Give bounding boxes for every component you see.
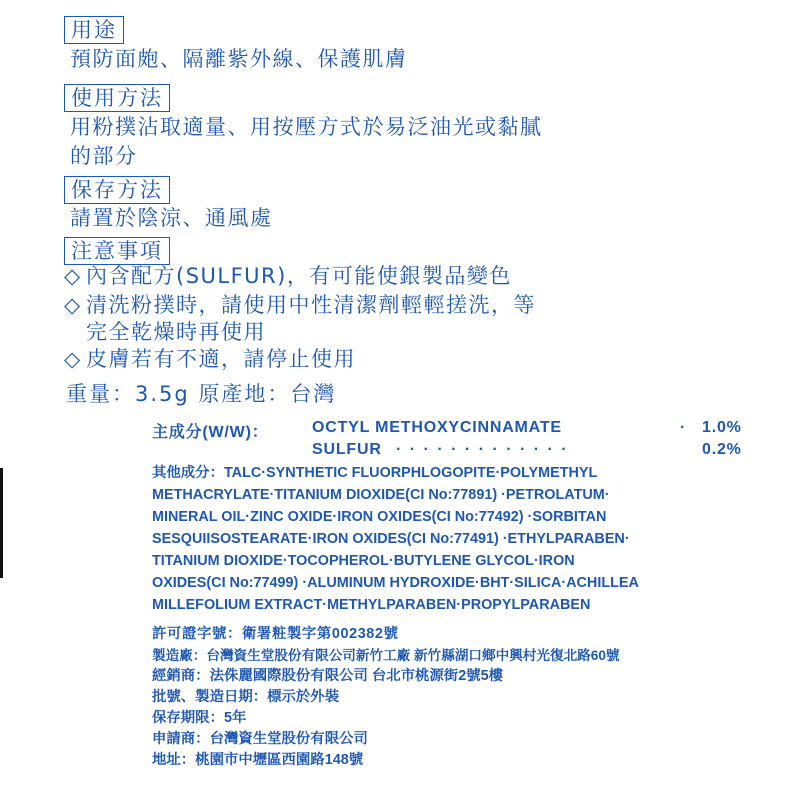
other-ingredients-line: SESQUIISOSTEARATE·IRON OXIDES(CI No:77491) ·ETHYLPARABEN· xyxy=(152,531,630,547)
method-text-line1: 用粉撲沾取適量、用按壓方式於易泛油光或黏膩 xyxy=(70,115,543,139)
diamond-bullet-icon: ◇ xyxy=(64,264,82,288)
main-ingredient-dots: · · · · · · · · · · · · · xyxy=(396,441,569,458)
method-heading: 使用方法 xyxy=(64,84,170,112)
distributor: 經銷商：法侏麗國際股份有限公司 台北市桃源街2號5樓 xyxy=(152,668,503,684)
other-ingredients-line: MINERAL OIL·ZINC OXIDE·IRON OXIDES(CI No:77492) ·SORBITAN xyxy=(152,509,607,525)
license-number: 許可證字號：衛署粧製字第002382號 xyxy=(152,626,399,642)
caution-text-continued: 完全乾燥時再使用 xyxy=(86,320,266,344)
manufacturer: 製造廠：台灣資生堂股份有限公司新竹工廠 新竹縣湖口鄉中興村光復北路60號 xyxy=(152,648,620,663)
cautions-heading: 注意事項 xyxy=(64,237,170,265)
main-ingredients-label: 主成分(W/W)： xyxy=(152,424,269,441)
main-ingredient-dots: · xyxy=(680,419,687,436)
main-ingredient-value: 1.0% xyxy=(702,419,742,436)
storage-heading: 保存方法 xyxy=(64,176,170,204)
other-ingredients-line: 其他成分：TALC·SYNTHETIC FLUORPHLOGOPITE·POLYMETHYL xyxy=(152,465,598,481)
other-ingredients-line: OXIDES(CI No:77499) ·ALUMINUM HYDROXIDE·BHT·SILICA·ACHILLEA xyxy=(152,575,639,591)
other-ingredients-line: TITANIUM DIOXIDE·TOCOPHEROL·BUTYLENE GLYCOL·IRON xyxy=(152,553,575,569)
applicant: 申請商：台灣資生堂股份有限公司 xyxy=(152,731,368,747)
main-ingredient-name: OCTYL METHOXYCINNAMATE xyxy=(312,419,562,436)
usage-text: 預防面皰、隔離紫外線、保護肌膚 xyxy=(70,47,408,71)
diamond-bullet-icon: ◇ xyxy=(64,347,82,371)
usage-heading: 用途 xyxy=(64,16,124,44)
method-text-line2: 的部分 xyxy=(70,144,138,168)
batch-date: 批號、製造日期：標示於外裝 xyxy=(152,689,340,705)
weight-origin: 重量：3.5g 原產地：台灣 xyxy=(66,382,337,406)
caution-item xyxy=(64,290,536,320)
other-ingredients-line: MILLEFOLIUM EXTRACT·METHYLPARABEN·PROPYLPARABEN xyxy=(152,597,591,613)
caution-text: 內含配方(SULFUR)，有可能使銀製品變色 xyxy=(86,264,512,288)
caution-item xyxy=(64,261,512,291)
address: 地址：桃園市中壢區西園路148號 xyxy=(152,752,364,768)
diamond-bullet-icon: ◇ xyxy=(64,293,82,317)
storage-text: 請置於陰涼、通風處 xyxy=(70,206,273,230)
caution-text: 清洗粉撲時，請使用中性清潔劑輕輕搓洗，等 xyxy=(86,293,536,317)
other-ingredients-line: METHACRYLATE·TITANIUM DIOXIDE(CI No:77891) ·PETROLATUM· xyxy=(152,487,610,503)
main-ingredient-value: 0.2% xyxy=(702,441,742,458)
caution-item xyxy=(64,344,356,374)
caution-text: 皮膚若有不適，請停止使用 xyxy=(86,347,356,371)
main-ingredient-name: SULFUR xyxy=(312,441,382,458)
edge-mark xyxy=(0,468,3,578)
shelf-life: 保存期限：5年 xyxy=(152,710,247,726)
